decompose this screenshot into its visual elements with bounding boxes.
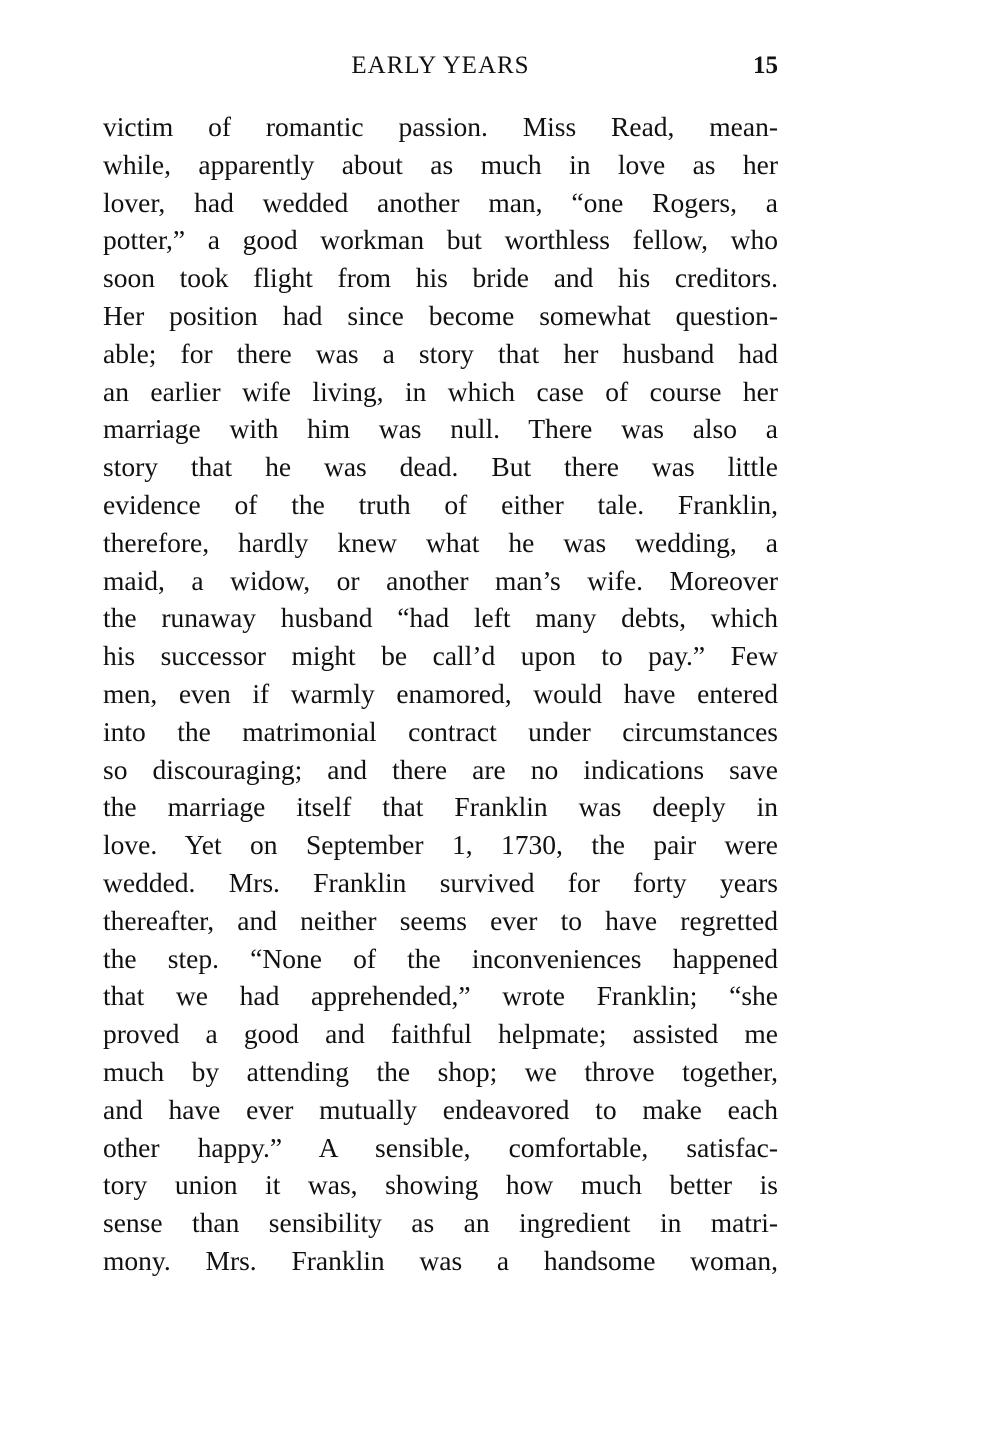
- text-line: so discouraging; and there are no indications save: [103, 753, 778, 785]
- text-line: other happy.” A sensible, comfortable, satisfac-: [103, 1131, 778, 1163]
- text-line: the step. “None of the inconveniences happened: [103, 942, 778, 974]
- text-line: potter,” a good workman but worthless fellow, who: [103, 224, 778, 256]
- text-line: an earlier wife living, in which case of course her: [103, 375, 778, 407]
- text-line: into the matrimonial contract under circumstances: [103, 715, 778, 747]
- text-line: the marriage itself that Franklin was deeply in: [103, 791, 778, 823]
- text-line: love. Yet on September 1, 1730, the pair were: [103, 829, 778, 861]
- text-line: Her position had since become somewhat question-: [103, 299, 778, 331]
- text-line: mony. Mrs. Franklin was a handsome woman,: [103, 1244, 778, 1276]
- text-line: able; for there was a story that her husband had: [103, 337, 778, 369]
- body-text: [103, 108, 778, 1280]
- running-head: [103, 52, 778, 86]
- page-number: 15: [753, 52, 778, 79]
- text-line: marriage with him was null. There was also a: [103, 413, 778, 445]
- text-line: victim of romantic passion. Miss Read, mean-: [103, 111, 778, 142]
- text-line: proved a good and faithful helpmate; assisted me: [103, 1018, 778, 1050]
- text-line: the runaway husband “had left many debts, which: [103, 602, 778, 634]
- text-line: wedded. Mrs. Franklin survived for forty years: [103, 866, 778, 898]
- text-line: soon took flight from his bride and his creditors.: [103, 262, 778, 294]
- text-line: that we had apprehended,” wrote Franklin; “she: [103, 980, 778, 1012]
- text-line: and have ever mutually endeavored to make each: [103, 1093, 778, 1125]
- text-line: men, even if warmly enamored, would have entered: [103, 677, 778, 709]
- text-line: while, apparently about as much in love as her: [103, 148, 778, 180]
- text-line: therefore, hardly knew what he was wedding, a: [103, 526, 778, 558]
- text-line: much by attending the shop; we throve together,: [103, 1055, 778, 1087]
- text-line: story that he was dead. But there was little: [103, 451, 778, 483]
- text-line: thereafter, and neither seems ever to have regretted: [103, 904, 778, 936]
- running-title: EARLY YEARS: [351, 52, 530, 79]
- text-line: sense than sensibility as an ingredient in matri-: [103, 1207, 778, 1239]
- text-line: his successor might be call’d upon to pay.” Few: [103, 640, 778, 672]
- text-line: lover, had wedded another man, “one Rogers, a: [103, 186, 778, 218]
- text-line: maid, a widow, or another man’s wife. Moreover: [103, 564, 778, 596]
- text-line: tory union it was, showing how much better is: [103, 1169, 778, 1201]
- text-line: evidence of the truth of either tale. Franklin,: [103, 488, 778, 520]
